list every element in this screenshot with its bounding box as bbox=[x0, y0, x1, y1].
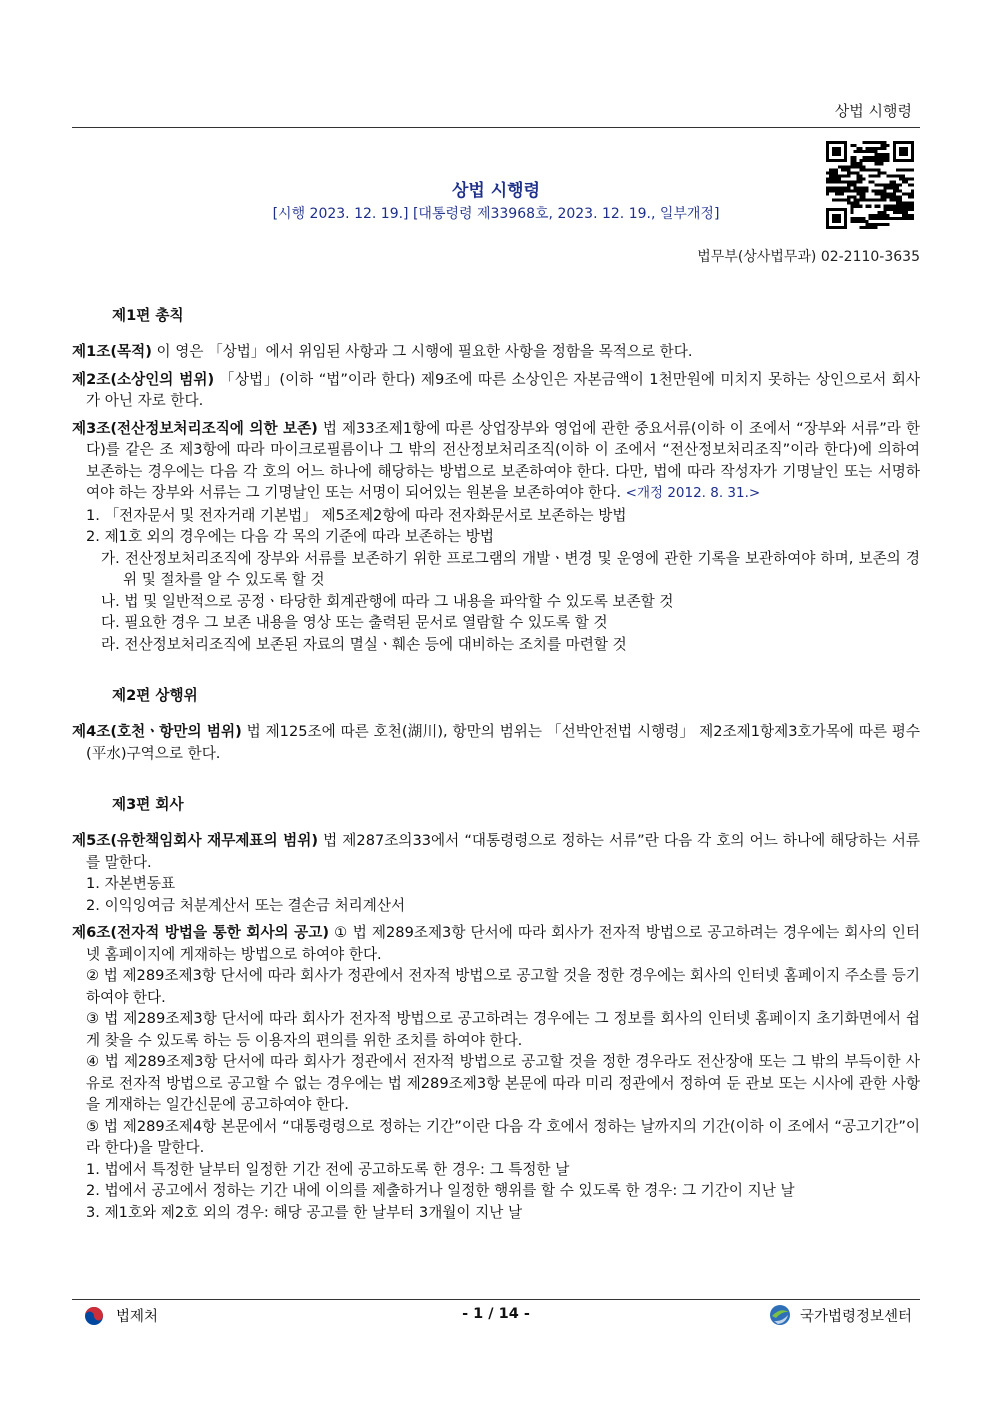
article-title: 제1조(목적) bbox=[72, 343, 152, 360]
part-heading: 제3편 회사 bbox=[112, 796, 184, 813]
sub-item: 라. 전산정보처리조직에 보존된 자료의 멸실ㆍ훼손 등에 대비하는 조치를 마련할 것 bbox=[101, 635, 627, 653]
article-2 bbox=[72, 369, 920, 412]
footer-org-name: 법제처 bbox=[116, 1309, 159, 1325]
footer bbox=[72, 1303, 920, 1329]
sub-item: 가. 전산정보처리조직에 장부와 서류를 보존하기 위한 프로그램의 개발ㆍ변경 및 운영에 관한 기록을 보관하여야 하며, 보존의 경위 및 절차를 알 수 있도록 할 것 bbox=[101, 549, 920, 588]
paragraph: ③ 법 제289조제3항 단서에 따라 회사가 전자적 방법으로 공고하려는 경우에는 그 정보를 회사의 인터넷 홈페이지 초기화면에서 쉽게 찾을 수 있도록 하는 등 이용자의 편의를 위한 조치를 하여야 한다. bbox=[86, 1010, 920, 1049]
article-text: 법 제125조에 따른 호천(湖川), 항만의 범위는 「선박안전법 시행령」 제2조제1항제3호가목에 따른 평수(平水)구역으로 한다. bbox=[86, 723, 920, 762]
article-text: 법 제287조의33에서 “대통령령으로 정하는 서류”란 다음 각 호의 어느 하나에 해당하는 서류를 말한다. bbox=[86, 832, 920, 871]
law-body bbox=[72, 305, 920, 1223]
part-heading: 제1편 총칙 bbox=[112, 307, 184, 324]
sub-item: 나. 법 및 일반적으로 공정ㆍ타당한 회계관행에 따라 그 내용을 파악할 수 있도록 보존할 것 bbox=[101, 592, 674, 610]
article-title: 제6조(전자적 방법을 통한 회사의 공고) bbox=[72, 924, 330, 941]
footer-center-name: 국가법령정보센터 bbox=[799, 1308, 912, 1325]
article-text: 이 영은 「상법」에서 위임된 사항과 그 시행에 필요한 사항을 정함을 목적으로 한다. bbox=[151, 343, 693, 360]
paragraph: ① 법 제289조제3항 단서에 따라 회사가 전자적 방법으로 공고하려는 경우에는 회사의 인터넷 홈페이지에 게재하는 방법으로 하여야 한다. bbox=[86, 924, 920, 963]
paragraph: ⑤ 법 제289조제4항 본문에서 “대통령령으로 정하는 기간”이란 다음 각 호에서 정하는 날까지의 기간(이하 이 조에서 “공고기간”이라 한다)을 말한다. bbox=[86, 1117, 920, 1156]
law-title: 상법 시행령 bbox=[451, 181, 541, 201]
law-enforcement-info: [시행 2023. 12. 19.] [대통령령 제33968호, 2023. 12. 19., 일부개정] bbox=[272, 206, 720, 222]
article-5 bbox=[72, 830, 920, 873]
paragraph: ④ 법 제289조제3항 단서에 따라 회사가 정관에서 전자적 방법으로 공고할 것을 정한 경우라도 전산장애 또는 그 밖의 부득이한 사유로 전자적 방법으로 공고할 수 없는 경우에는 법 제289조제3항 본문에 따라 미리 정관에서 정하여 둔 관보 또는 시사에 관한 사항을 게재하는 일간신문에 공고하여야 한다. bbox=[86, 1053, 920, 1113]
article-3 bbox=[72, 418, 920, 505]
article-title: 제3조(전산정보처리조직에 의한 보존) bbox=[72, 419, 318, 437]
article-title: 제4조(호천ㆍ항만의 범위) bbox=[72, 723, 242, 740]
header-divider bbox=[72, 127, 920, 128]
list-item: 2. 이익잉여금 처분계산서 또는 결손금 처리계산서 bbox=[86, 896, 406, 914]
list-item: 1. 「전자문서 및 전자거래 기본법」 제5조제2항에 따라 전자화문서로 보존하는 방법 bbox=[86, 506, 627, 524]
article-4 bbox=[72, 721, 920, 764]
part-heading: 제2편 상행위 bbox=[112, 687, 198, 704]
footer-divider bbox=[72, 1299, 920, 1300]
header-title: 상법 시행령 bbox=[834, 102, 912, 120]
list-item: 1. 자본변동표 bbox=[86, 875, 176, 892]
ministry-contact: 법무부(상사법무과) 02-2110-3635 bbox=[697, 249, 920, 265]
list-item: 3. 제1호와 제2호 외의 경우: 해당 공고를 한 날부터 3개월이 지난 날 bbox=[86, 1203, 523, 1221]
footer-right bbox=[768, 1303, 912, 1327]
sub-item: 다. 필요한 경우 그 보존 내용을 영상 또는 출력된 문서로 열람할 수 있도록 할 것 bbox=[101, 614, 608, 631]
article-text: 「상법」(이하 “법”이라 한다) 제9조에 따른 소상인은 자본금액이 1천만원에 미치지 못하는 상인으로서 회사가 아닌 자로 한다. bbox=[86, 370, 920, 409]
article-title: 제2조(소상인의 범위) bbox=[72, 370, 215, 388]
article-1 bbox=[72, 341, 920, 363]
article-6 bbox=[72, 922, 920, 965]
paragraph: ② 법 제289조제3항 단서에 따라 회사가 정관에서 전자적 방법으로 공고할 것을 정한 경우에는 회사의 인터넷 홈페이지 주소를 등기하여야 한다. bbox=[86, 967, 920, 1006]
list-item: 1. 법에서 특정한 날부터 일정한 기간 전에 공고하도록 한 경우: 그 특정한 날 bbox=[86, 1160, 570, 1178]
article-title: 제5조(유한책임회사 재무제표의 범위) bbox=[72, 832, 319, 849]
law-center-logo-icon bbox=[768, 1303, 794, 1327]
page-number: - 1 / 14 - bbox=[462, 1306, 530, 1322]
list-item: 2. 법에서 공고에서 정하는 기간 내에 이의를 제출하거나 일정한 행위를 할 수 있도록 한 경우: 그 기간이 지난 날 bbox=[86, 1182, 795, 1199]
article-text: 법 제33조제1항에 따른 상업장부와 영업에 관한 중요서류(이하 이 조에서 “장부와 서류”라 한다)를 같은 조 제3항에 따라 마이크로필름이나 그 밖의 전산정보처리조직(이하 이 조에서 “전산정보처리조직”이라 한다)에 의하여 보존하는 경우에는 다음 각 호의 어느 하나에 해당하는 방법으로 보존하여야 한다. 다만, 법에 따라 작성자가 기명날인 또는 서명하여야 하는 장부와 서류는 그 기명날인 또는 서명이 되어있는 원본을 보존하여야 한다. bbox=[86, 419, 920, 501]
list-item: 2. 제1호 외의 경우에는 다음 각 목의 기준에 따라 보존하는 방법 bbox=[86, 528, 494, 545]
amendment-note: <개정 2012. 8. 31.> bbox=[625, 485, 761, 501]
